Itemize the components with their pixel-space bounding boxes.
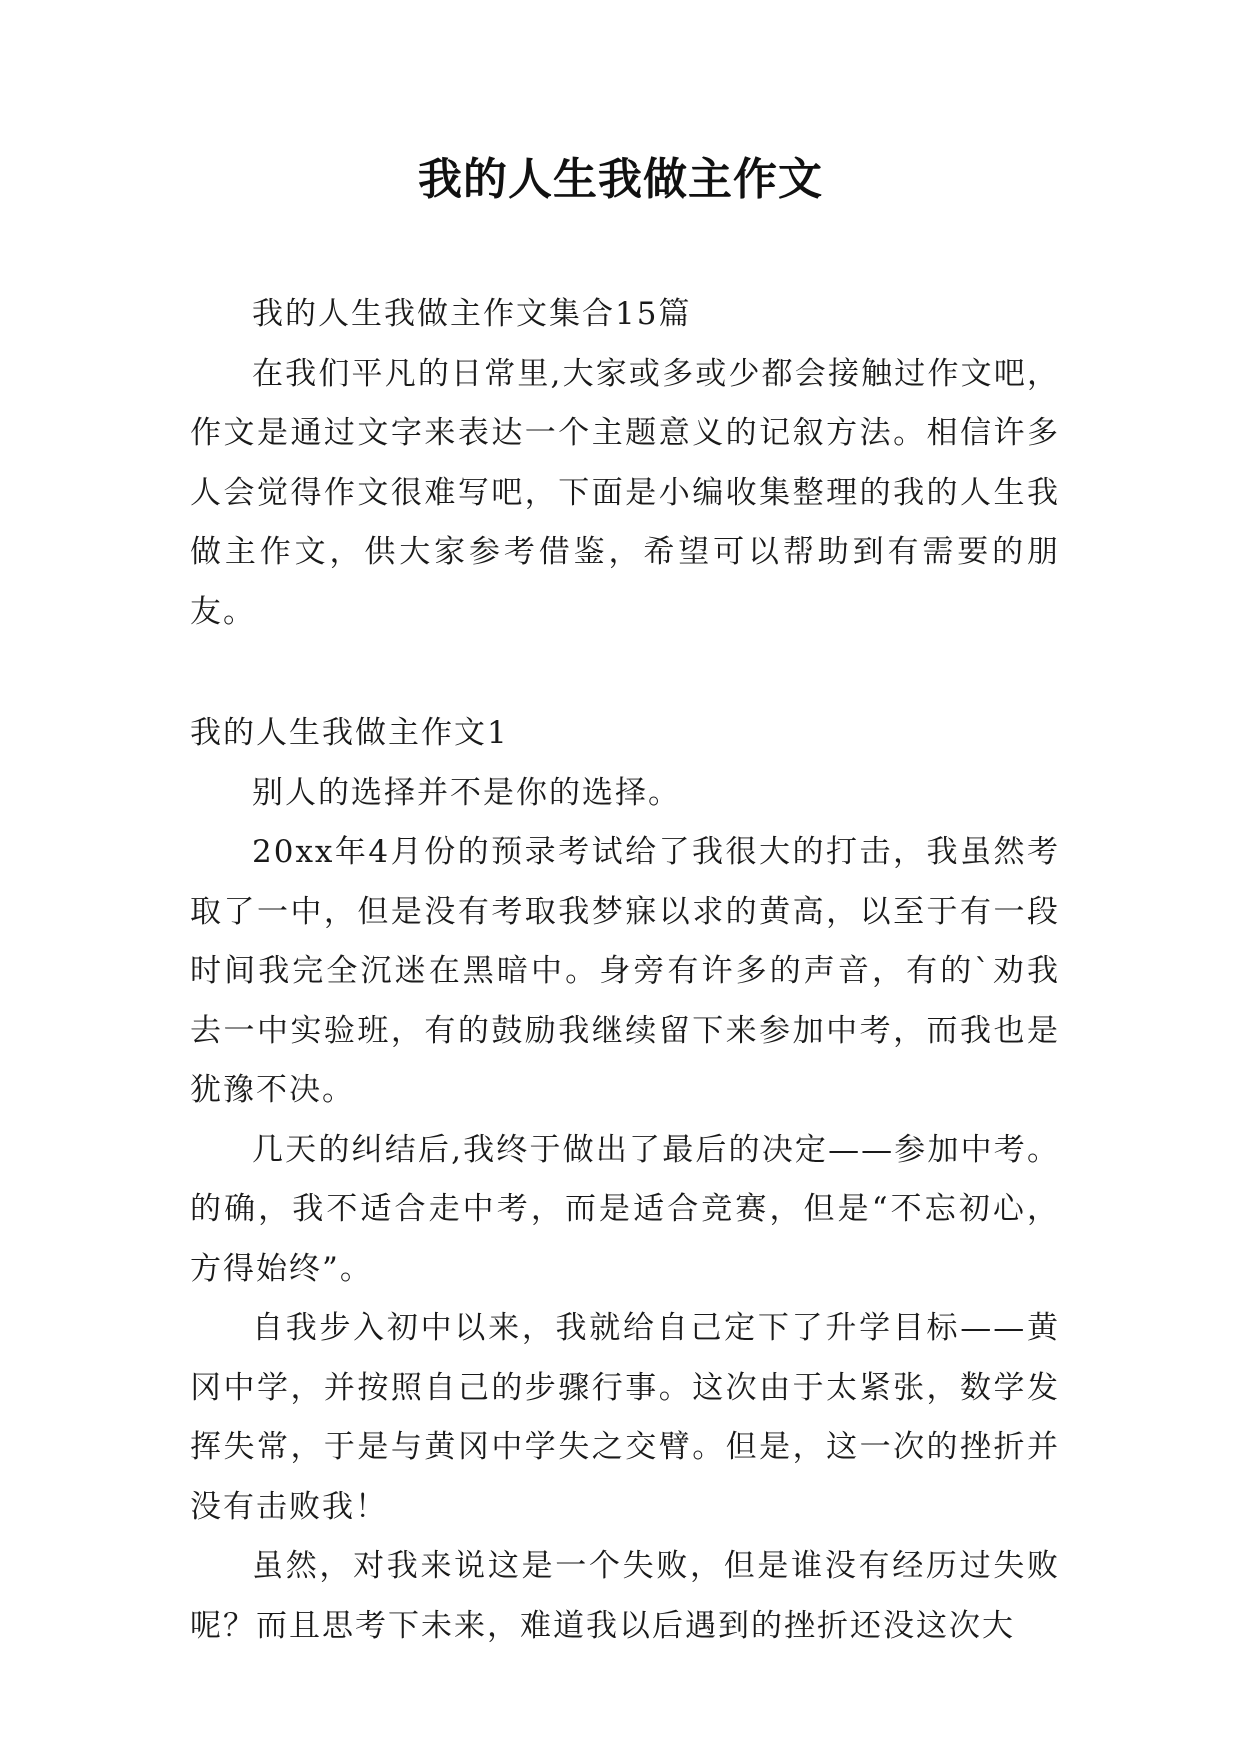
body-paragraph: 20xx年4月份的预录考试给了我很大的打击，我虽然考取了一中，但是没有考取我梦寐以求的黄高，以至于有一段时间我完全沉迷在黑暗中。身旁有许多的声音，有的`劝我去一中实验班，有的鼓励我继续留下来参加中考，而我也是犹豫不决。 xyxy=(190,834,1060,1108)
section-spacer xyxy=(190,642,1060,704)
body-paragraph: 几天的纠结后,我终于做出了最后的决定——参加中考。的确，我不适合走中考，而是适合竞赛，但是“不忘初心，方得始终”。 xyxy=(190,1131,1060,1287)
document-body xyxy=(190,285,1060,1656)
document-title: 我的人生我做主作文 xyxy=(418,154,823,205)
intro-paragraph: 在我们平凡的日常里,大家或多或少都会接触过作文吧，作文是通过文字来表达一个主题意义的记叙方法。相信许多人会觉得作文很难写吧，下面是小编收集整理的我的人生我做主作文，供大家参考借鉴，希望可以帮助到有需要的朋友。 xyxy=(190,355,1060,630)
collection-title: 我的人生我做主作文集合15篇 xyxy=(252,296,692,332)
section-heading: 我的人生我做主作文1 xyxy=(190,715,509,751)
body-paragraph: 别人的选择并不是你的选择。 xyxy=(252,774,681,811)
body-paragraph: 虽然，对我来说这是一个失败，但是谁没有经历过失败呢？而且思考下未来，难道我以后遇到的挫折还没这次大 xyxy=(190,1548,1060,1644)
body-paragraph: 自我步入初中以来，我就给自己定下了升学目标——黄冈中学，并按照自己的步骤行事。这次由于太紧张，数学发挥失常，于是与黄冈中学失之交臂。但是，这一次的挫折并没有击败我！ xyxy=(190,1310,1060,1525)
